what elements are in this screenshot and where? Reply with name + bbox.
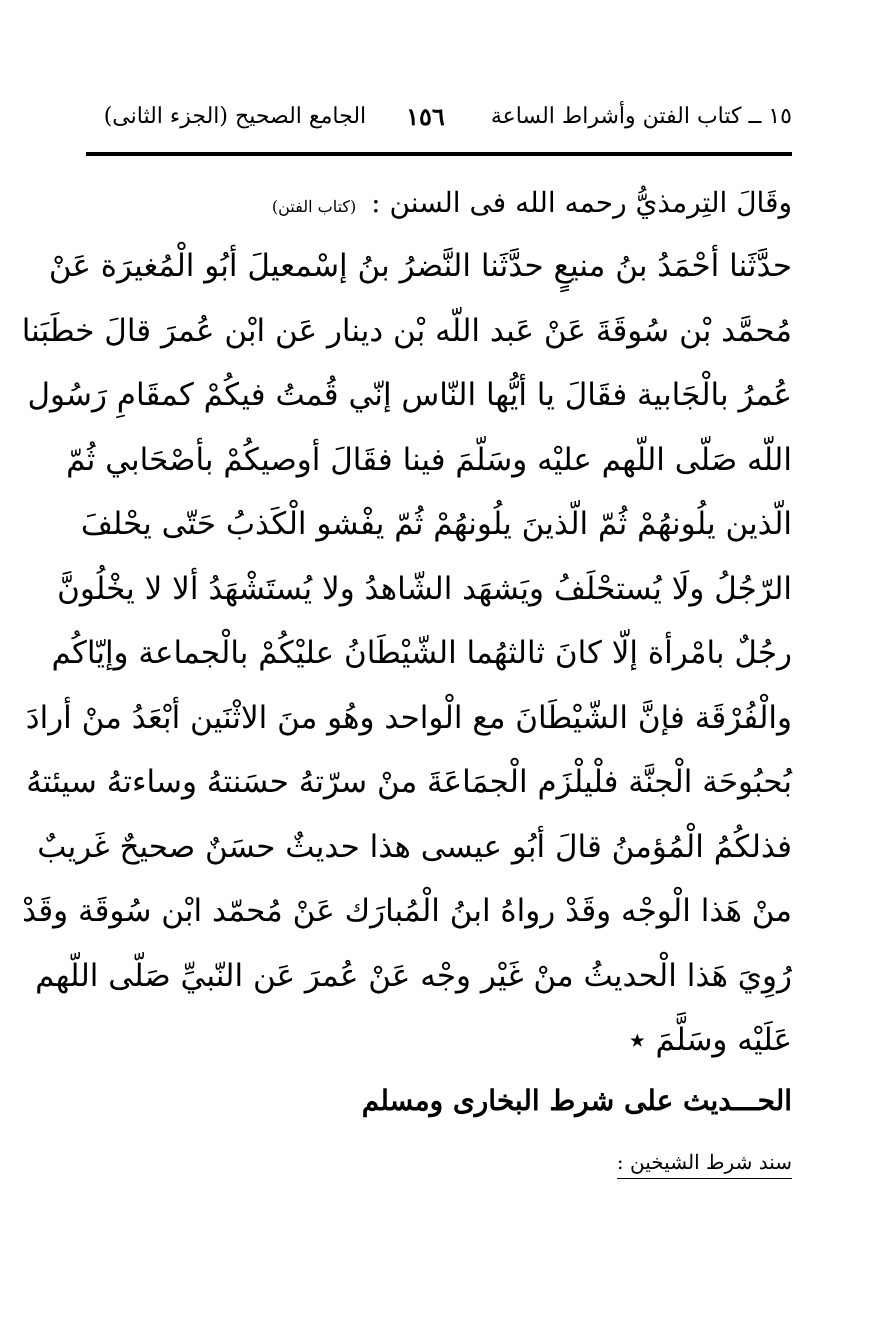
verdict-heading: الحـــديث على شرط البخارى ومسلم bbox=[361, 1084, 792, 1117]
page-number: ١٥٦ bbox=[406, 101, 445, 131]
chain-label: سند شرط الشيخين : bbox=[617, 1150, 792, 1179]
text-line: حدَّثَنا أحْمَدُ بنُ منيعٍ حدَّثَنا النَّضرُ بنُ إسْمعيلَ أبُو الْمُغيرَة عَنْ bbox=[48, 248, 792, 284]
text-line: رُوِيَ هَذا الْحديثُ منْ غَيْر وجْه عَنْ عُمرَ عَن النّبيِّ صَلّى اللّهم bbox=[35, 957, 792, 994]
intro-line bbox=[86, 186, 792, 219]
text-line: عَلَيْه وسَلَّمَ ٭ bbox=[628, 1022, 792, 1058]
intro-text: وقَالَ التِرمذيُّ رحمه الله فى السنن : bbox=[371, 186, 792, 219]
running-header bbox=[60, 96, 792, 136]
source-reference: (كتاب الفتن) bbox=[271, 197, 357, 216]
text-line: مُحمَّد بْن سُوقَةَ عَنْ عَبد اللّه بْن دينار عَن ابْن عُمرَ قالَ خطَبَنا bbox=[21, 312, 792, 349]
chapter-title: ١٥ ــ كتاب الفتن وأشراط الساعة bbox=[490, 103, 792, 129]
text-line: رجُلٌ بامْرأة إلّا كانَ ثالثهُما الشّيْطَانُ عليْكُمْ بالْجماعة وإيّاكُم bbox=[51, 635, 792, 671]
text-line: الرّجُلُ ولَا يُستحْلَفُ ويَشهَد الشّاهدُ ولا يُستَشْهَدُ ألا لا يخْلُونَّ bbox=[57, 570, 792, 607]
header-divider bbox=[86, 152, 792, 156]
text-line: بُحبُوحَة الْجنَّة فلْيلْزَم الْجمَاعَةَ منْ سرّتهُ حسَنتهُ وساءتهُ سيئتهُ bbox=[26, 764, 792, 800]
hadith-text bbox=[21, 234, 792, 1073]
text-line: اللّه صَلّى اللّهم عليْه وسَلّمَ فينا فقَالَ أوصيكُمْ بأصْحَابي ثُمّ bbox=[66, 441, 792, 478]
book-title: الجامع الصحيح (الجزء الثانى) bbox=[103, 103, 367, 129]
text-line: الّذين يلُونهُمْ ثُمّ الّذينَ يلُونهُمْ ثُمّ يفْشو الْكَذبُ حَتّى يحْلفَ bbox=[80, 506, 792, 542]
text-line: منْ هَذا الْوجْه وقَدْ رواهُ ابنُ الْمُبارَك عَنْ مُحمّد ابْن سُوقَة وقَدْ bbox=[22, 893, 792, 929]
text-line: عُمرُ بالْجَابية فقَالَ يا أيُّها النّاس إنّي قُمتُ فيكُمْ كمقَامِ رَسُول bbox=[27, 377, 792, 413]
text-line: والْفُرْقَة فإنَّ الشّيْطَانَ مع الْواحد وهُو منَ الاثْنَين أبْعَدُ منْ أرادَ bbox=[25, 699, 792, 736]
text-line: فذلكُمُ الْمُؤمنُ قالَ أبُو عيسى هذا حديثٌ حسَنٌ صحيحٌ غَريبٌ bbox=[37, 828, 792, 865]
